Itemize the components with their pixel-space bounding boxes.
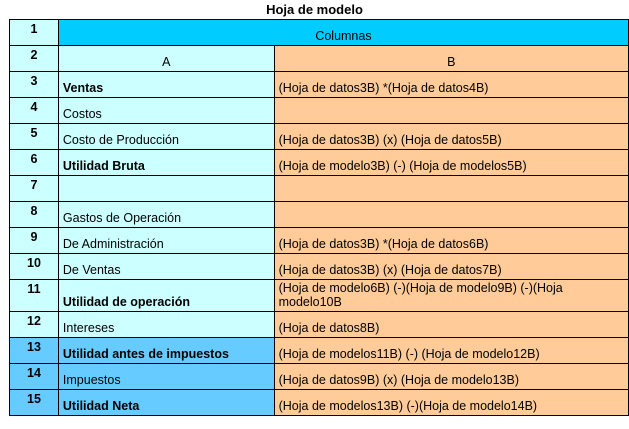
table-row (10, 228, 629, 254)
columns-header[interactable]: Columnas (58, 20, 628, 46)
cell-a[interactable]: Gastos de Operación (58, 202, 274, 228)
table-row (10, 254, 629, 280)
table-row (10, 176, 629, 202)
table-row (10, 280, 629, 312)
table-row (10, 150, 629, 176)
model-table (9, 19, 629, 416)
cell-b[interactable]: (Hoja de datos3B) (x) (Hoja de datos7B) (274, 254, 628, 280)
row-number[interactable]: 7 (10, 176, 59, 202)
table-row (10, 124, 629, 150)
cell-a[interactable]: Utilidad Bruta (58, 150, 274, 176)
cell-a[interactable] (58, 176, 274, 202)
row-number[interactable]: 2 (10, 46, 59, 72)
cell-b[interactable]: (Hoja de datos9B) (x) (Hoja de modelo13B) (274, 364, 628, 390)
row-number[interactable]: 12 (10, 312, 59, 338)
table-row (10, 72, 629, 98)
cell-b[interactable]: (Hoja de datos8B) (274, 312, 628, 338)
row-number[interactable]: 4 (10, 98, 59, 124)
table-row (10, 20, 629, 46)
row-number[interactable]: 14 (10, 364, 59, 390)
cell-b[interactable]: (Hoja de datos3B) (x) (Hoja de datos5B) (274, 124, 628, 150)
cell-a[interactable]: De Ventas (58, 254, 274, 280)
column-a-header[interactable]: A (58, 46, 274, 72)
cell-b[interactable]: (Hoja de modelos11B) (-) (Hoja de modelo12B) (274, 338, 628, 364)
row-number[interactable]: 15 (10, 390, 59, 416)
row-number[interactable]: 13 (10, 338, 59, 364)
cell-b[interactable]: (Hoja de modelos13B) (-)(Hoja de modelo14B) (274, 390, 628, 416)
column-b-header[interactable]: B (274, 46, 628, 72)
row-number[interactable]: 1 (10, 20, 59, 46)
cell-a[interactable]: Costos (58, 98, 274, 124)
cell-b[interactable] (274, 202, 628, 228)
cell-b[interactable]: (Hoja de modelo6B) (-)(Hoja de modelo9B) (-)(Hoja modelo10B (274, 280, 628, 312)
table-row (10, 364, 629, 390)
table-row (10, 312, 629, 338)
row-number[interactable]: 3 (10, 72, 59, 98)
cell-a[interactable]: Intereses (58, 312, 274, 338)
cell-b[interactable]: (Hoja de datos3B) *(Hoja de datos4B) (274, 72, 628, 98)
cell-a[interactable]: Utilidad de operación (58, 280, 274, 312)
row-number[interactable]: 6 (10, 150, 59, 176)
cell-b[interactable]: (Hoja de modelo3B) (-) (Hoja de modelos5B) (274, 150, 628, 176)
row-number[interactable]: 5 (10, 124, 59, 150)
row-number[interactable]: 8 (10, 202, 59, 228)
row-number[interactable]: 11 (10, 280, 59, 312)
table-row (10, 98, 629, 124)
cell-b[interactable] (274, 176, 628, 202)
cell-a[interactable]: De Administración (58, 228, 274, 254)
cell-a[interactable]: Utilidad antes de impuestos (58, 338, 274, 364)
table-row (10, 202, 629, 228)
cell-a[interactable]: Impuestos (58, 364, 274, 390)
row-number[interactable]: 9 (10, 228, 59, 254)
table-row (10, 46, 629, 72)
row-number[interactable]: 10 (10, 254, 59, 280)
cell-b[interactable]: (Hoja de datos3B) *(Hoja de datos6B) (274, 228, 628, 254)
table-row (10, 390, 629, 416)
cell-a[interactable]: Costo de Producción (58, 124, 274, 150)
cell-a[interactable]: Utilidad Neta (58, 390, 274, 416)
sheet-title: Hoja de modelo (266, 2, 363, 17)
cell-b[interactable] (274, 98, 628, 124)
table-row (10, 338, 629, 364)
cell-a[interactable]: Ventas (58, 72, 274, 98)
